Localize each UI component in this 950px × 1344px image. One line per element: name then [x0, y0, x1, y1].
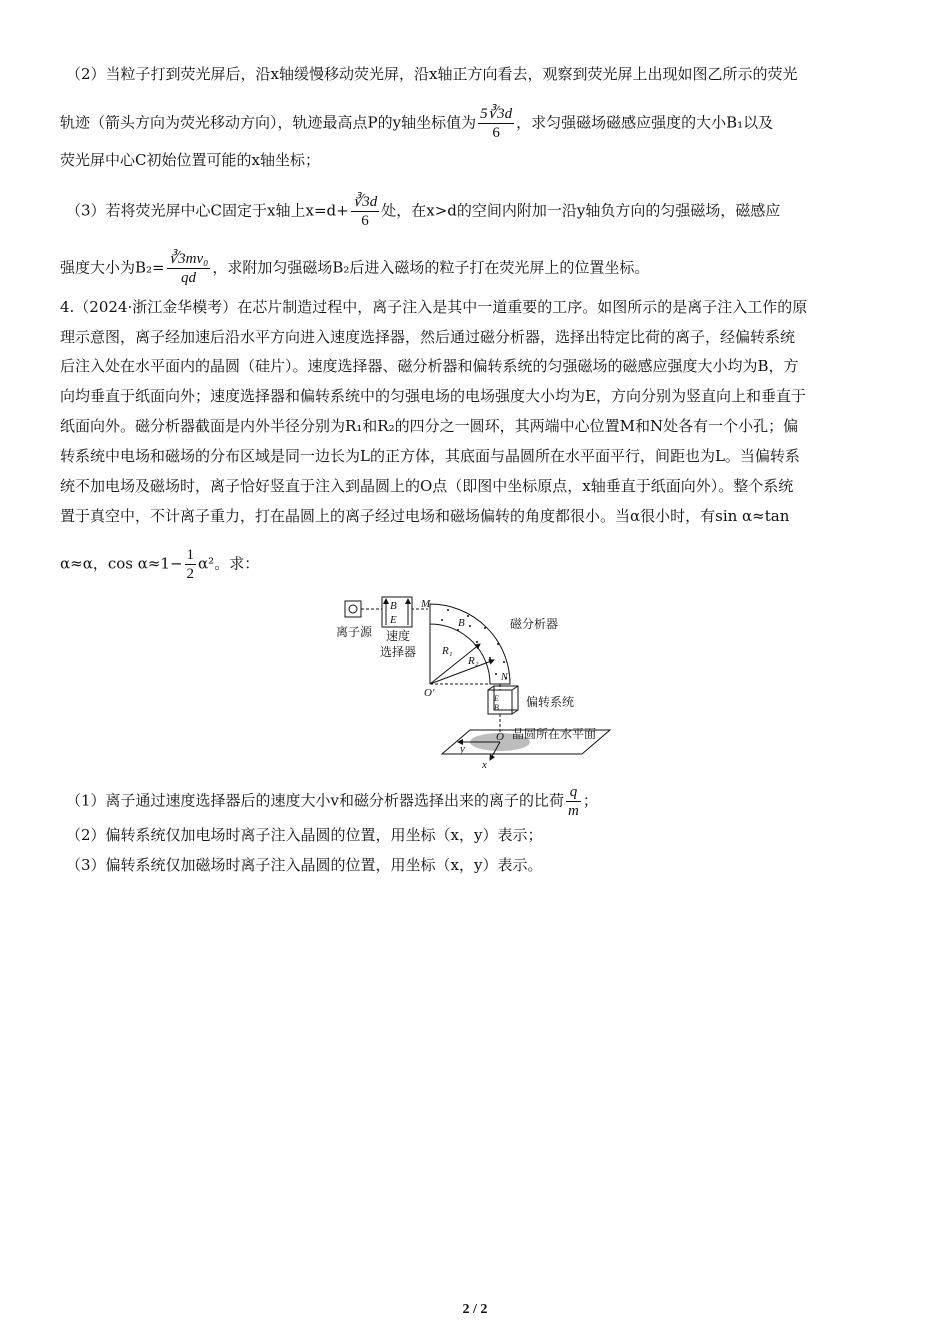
- label-O-prime: O′: [424, 687, 435, 699]
- label-y: y: [460, 743, 465, 755]
- q2-part3-fraction2: [167, 250, 211, 287]
- q2-part3-line2-a: 强度大小为B₂=: [60, 258, 165, 277]
- fraction-denominator: qd: [180, 270, 196, 286]
- q4-line8: 置于真空中，不计离子重力，打在晶圆上的离子经过电场和磁场偏转的角度都很小。当α很小时，有sin α≈tan: [60, 507, 790, 525]
- q2-part2-line2: [60, 105, 773, 142]
- fraction-numerator: 5∛3d: [480, 106, 513, 122]
- q4-sub1: [66, 783, 598, 820]
- ion-source-label: 离子源: [336, 625, 373, 639]
- q4-line2: 理示意图，离子经加速后沿水平方向进入速度选择器，然后通过磁分析器，选择出特定比荷的离子，经偏转系统: [60, 328, 796, 346]
- q4-charge-mass-fraction: [566, 783, 581, 820]
- q4-sub1-b: ；: [582, 791, 598, 810]
- fraction-numerator: ∛3mv₀: [168, 251, 209, 267]
- q2-part2-fraction: [478, 105, 514, 142]
- q4-sub2: （2）偏转系统仅加电场时离子注入晶圆的位置，用坐标（x，y）表示；: [66, 826, 543, 844]
- fraction-numerator: ∛3d: [352, 194, 378, 210]
- q4-line1: 4.（2024·浙江金华模考）在芯片制造过程中，离子注入是其中一道重要的工序。如图所示的是离子注入工作的原: [60, 298, 808, 316]
- ion-source-box: [345, 601, 361, 617]
- q4-sub3: （3）偏转系统仅加磁场时离子注入晶圆的位置，用坐标（x，y）表示。: [66, 856, 543, 874]
- q4-sub1-a: （1）离子通过速度选择器后的速度大小v和磁分析器选择出来的离子的比荷: [66, 791, 565, 810]
- q4-line9-b: α²。求：: [198, 554, 260, 573]
- q2-part3-line1: [66, 193, 780, 230]
- label-E: E: [390, 614, 397, 626]
- fraction-denominator: 6: [492, 125, 500, 141]
- magnetic-analyzer-label: 磁分析器: [510, 617, 559, 631]
- velocity-selector-label-1: 速度: [386, 629, 411, 643]
- radius-R2: [430, 660, 494, 684]
- label-O: O: [496, 731, 504, 743]
- q4-line4: 向均垂直于纸面向外；速度选择器和偏转系统中的匀强电场的电场强度大小均为E，方向分别为竖直向上和垂直于: [60, 387, 806, 405]
- q2-part2-line3: 荧光屏中心C初始位置可能的x轴坐标；: [60, 151, 320, 169]
- q4-line9: [60, 546, 259, 583]
- q2-part3-fraction: [351, 193, 380, 230]
- fraction-numerator: 1: [186, 547, 195, 563]
- q2-part3-line2: [60, 250, 649, 287]
- q2-part2-line2-a: 轨迹（箭头方向为荧光移动方向），轨迹最高点P的y轴坐标值为: [60, 113, 477, 132]
- deflection-system-label: 偏转系统: [526, 695, 575, 709]
- q2-part3-line1-b: 处，在x>d的空间内附加一沿y轴负方向的匀强磁场，磁感应: [381, 201, 781, 220]
- fraction-numerator: q: [566, 783, 581, 802]
- q2-part3-line2-b: ，求附加匀强磁场B₂后进入磁场的粒子打在荧光屏上的位置坐标。: [212, 258, 650, 277]
- ion-implantation-diagram: [330, 592, 630, 770]
- q4-line9-a: α≈α，cos α≈1−: [60, 554, 183, 573]
- q2-part2-line2-b: ，求匀强磁场磁感应强度的大小B₁以及: [516, 113, 774, 132]
- label-B: B: [390, 600, 397, 612]
- label-R2: R₂: [468, 655, 479, 667]
- velocity-selector-label-2: 选择器: [380, 645, 417, 659]
- q4-line6: 转系统中电场和磁场的分布区域是同一边长为L的正方体，其底面与晶圆所在水平面平行，间距也为L。当偏转系: [60, 447, 800, 465]
- label-M: M: [421, 598, 431, 610]
- page-number: 2 / 2: [462, 1302, 488, 1317]
- label-x: x: [482, 759, 487, 770]
- fraction-denominator: 6: [361, 213, 369, 229]
- q4-line3: 后注入处在水平面内的晶圆（硅片）。速度选择器、磁分析器和偏转系统的匀强磁场的磁感应强度大小均为B，方: [60, 357, 799, 375]
- ion-source-icon: [349, 605, 357, 613]
- label-E-deflect: E: [494, 694, 499, 703]
- fraction-denominator: 2: [186, 566, 195, 582]
- q4-line7: 统不加电场及磁场时，离子恰好竖直于注入到晶圆上的O点（即图中坐标原点，x轴垂直于纸面向外）。整个系统: [60, 477, 794, 495]
- q4-line5: 纸面向外。磁分析器截面是内外半径分别为R₁和R₂的四分之一圆环，其两端中心位置M和N处各有一个小孔；偏: [60, 417, 799, 435]
- label-R1: R₁: [442, 645, 453, 657]
- label-B-analyzer: B: [458, 617, 465, 629]
- label-B-deflect: B: [494, 703, 499, 712]
- fraction-denominator: m: [568, 803, 579, 819]
- wafer-plane-label: 晶圆所在水平面: [512, 727, 597, 741]
- q4-half-fraction: [185, 546, 197, 583]
- q2-part2-line1: （2）当粒子打到荧光屏后，沿x轴缓慢移动荧光屏，沿x轴正方向看去，观察到荧光屏上出现如图乙所示的荧光: [66, 65, 798, 83]
- label-N: N: [501, 672, 508, 683]
- q2-part3-line1-a: （3）若将荧光屏中心C固定于x轴上x=d+: [66, 201, 349, 220]
